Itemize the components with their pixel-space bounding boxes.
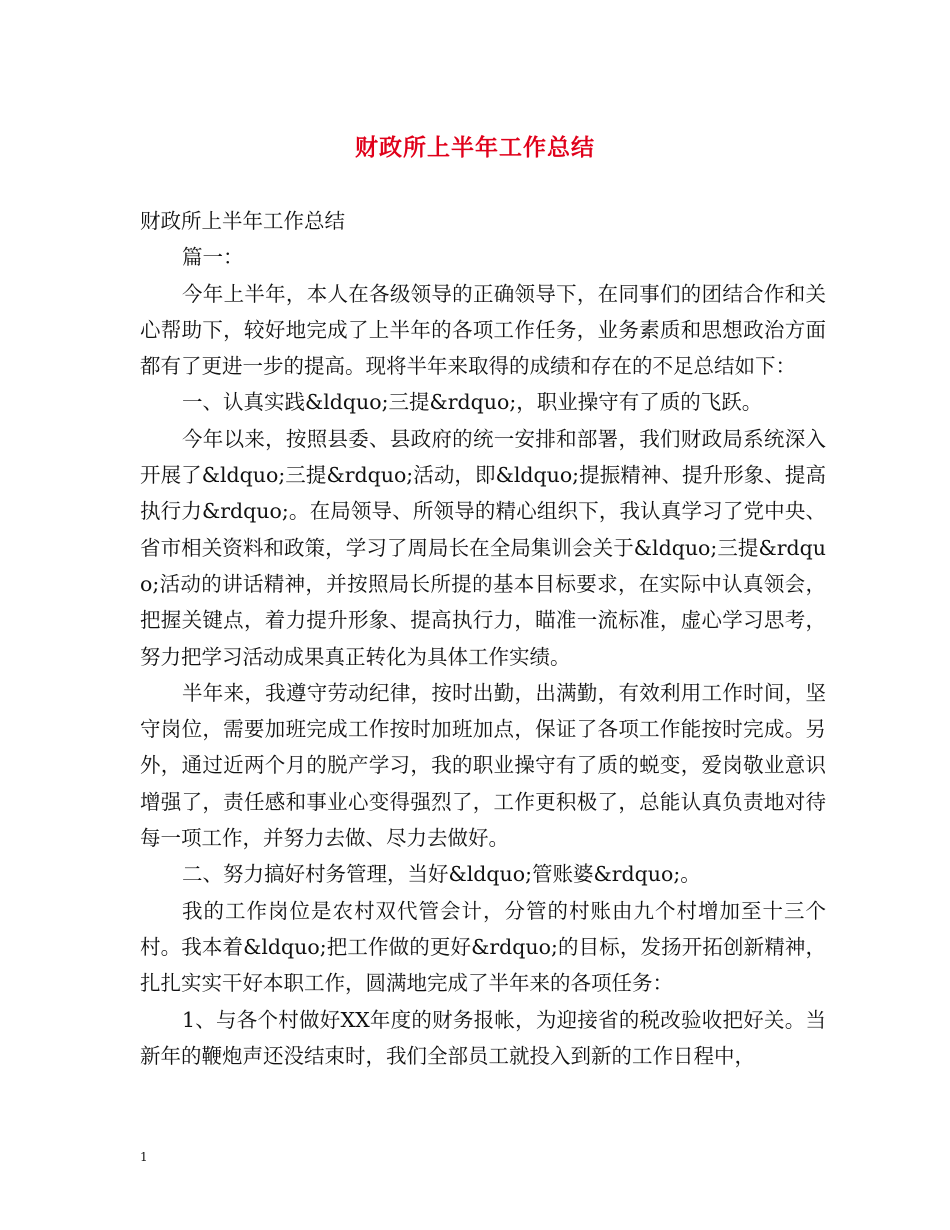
paragraph-point-one: 一、认真实践&ldquo;三提&rdquo;，职业操守有了质的飞跃。	[182, 390, 763, 415]
paragraph-body: 我的工作岗位是农村双代管会计，分管的村账由九个村增加至十三个村。我本着&ldquo;把工作做的更好&rdquo;的目标，发扬开拓创新精神，扎扎实实干好本职工作，圆满地完成了半年来的各项任务：	[140, 898, 826, 996]
paragraph-point-two: 二、努力搞好村务管理，当好&ldquo;管账婆&rdquo;。	[182, 862, 701, 887]
paragraph-heading: 财政所上半年工作总结	[140, 209, 345, 233]
document-body	[140, 203, 826, 1074]
paragraph-intro: 今年上半年，本人在各级领导的正确领导下，在同事们的团结合作和关心帮助下，较好地完成了上半年的各项工作任务，业务素质和思想政治方面都有了更进一步的提高。现将半年来取得的成绩和存在的不足总结如下：	[140, 281, 826, 379]
paragraph-body: 今年以来，按照县委、县政府的统一安排和部署，我们财政局系统深入开展了&ldquo;三提&rdquo;活动，即&ldquo;提振精神、提升形象、提高执行力&rdquo;。在局领导、所领导的精心组织下，我认真学习了党中央、省市相关资料和政策，学习了周局长在全局集训会关于&ldquo;三提&rdquo;活动的讲话精神，并按照局长所提的基本目标要求，在实际中认真领会，把握关键点，着力提升形象、提高执行力，瞄准一流标准，虚心学习思考，努力把学习活动成果真正转化为具体工作实绩。	[140, 426, 826, 669]
paragraph-item: 1、与各个村做好XX年度的财务报帐，为迎接省的税改验收把好关。当新年的鞭炮声还没结束时，我们全部员工就投入到新的工作日程中，	[140, 1007, 826, 1068]
document-title: 财政所上半年工作总结	[355, 134, 595, 161]
paragraph-section-label: 篇一：	[182, 245, 244, 270]
page-number: 1	[140, 1150, 148, 1164]
paragraph-body: 半年来，我遵守劳动纪律，按时出勤，出满勤，有效利用工作时间，坚守岗位，需要加班完成工作按时加班加点，保证了各项工作能按时完成。另外，通过近两个月的脱产学习，我的职业操守有了质的蜕变，爱岗敬业意识增强了，责任感和事业心变得强烈了，工作更积极了，总能认真负责地对待每一项工作，并努力去做、尽力去做好。	[140, 680, 826, 851]
